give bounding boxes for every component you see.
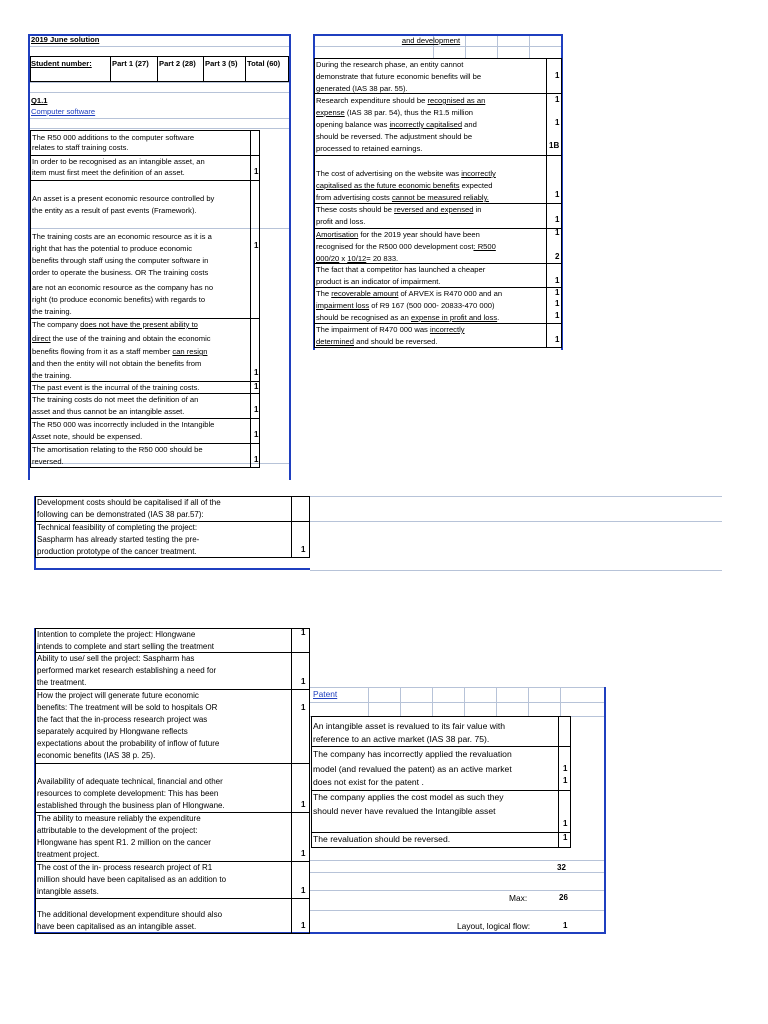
header-part-1: Part 1 (27) xyxy=(112,59,149,68)
b3-line-3: separately acquired by Hlongwane reflects xyxy=(37,727,188,736)
mark: 1 xyxy=(301,703,306,712)
p4-line-1: right that has the potential to produce economic xyxy=(32,244,192,253)
m2-line-0: Technical feasibility of completing the project: xyxy=(37,523,198,532)
r2-line-0: Research expenditure should be recognised as an xyxy=(316,96,486,105)
r7-line-0: The recoverable amount of ARVEX is R470 000 and an xyxy=(316,289,503,298)
r6-line-1: product is an indicator of impairment. xyxy=(316,277,441,286)
b3-line-5: economic benefits (IAS 38 p. 25). xyxy=(37,751,156,760)
b6-line-0: The cost of the in- process research project of R1 xyxy=(37,863,213,872)
r6-line-0: The fact that a competitor has launched a cheaper xyxy=(316,265,486,274)
mark: 1 xyxy=(555,276,560,285)
r5-line-1: recognised for the R500 000 development cost: R500 xyxy=(316,242,496,251)
mark: 1 xyxy=(301,921,306,930)
b4-line-2: established through the business plan of Hlongwane. xyxy=(37,801,225,810)
p9-line-1: reversed. xyxy=(32,457,64,466)
mark: 1 xyxy=(254,241,259,250)
total-marks: 32 xyxy=(557,863,566,872)
header-total: Total (60) xyxy=(247,59,281,68)
p4-line-3: order to operate the business. OR The training costs xyxy=(32,268,209,277)
r4-line-0: These costs should be reversed and expensed in xyxy=(316,205,482,214)
mark: 1 xyxy=(563,833,568,842)
b5-line-2: Hlongwane has spent R1. 2 million on the cancer xyxy=(37,838,211,847)
mark: 1 xyxy=(555,288,560,297)
p2-line-0: In order to be recognised as an intangible asset, an xyxy=(32,157,205,166)
mark: 1 xyxy=(301,800,306,809)
b3-line-0: How the project will generate future economic xyxy=(37,691,199,700)
mark: 1 xyxy=(555,118,560,127)
r3-line-0: The cost of advertising on the website was incorrectly xyxy=(316,169,496,178)
r1-line-2: generated (IAS 38 par. 55). xyxy=(316,84,408,93)
p6-line: The past event is the incurral of the training costs. xyxy=(32,383,200,392)
question-label: Q1.1 xyxy=(31,96,48,105)
pt-p2-line-1: model (and revalued the patent) as an active market xyxy=(313,764,512,774)
b2-line-0: Ability to use/ sell the project: Saspharm has xyxy=(37,654,195,663)
b7-line-0: The additional development expenditure should also xyxy=(37,910,223,919)
pt-p1-line-0: An intangible asset is revalued to its fair value with xyxy=(313,721,506,731)
b5-line-3: treatment project. xyxy=(37,850,100,859)
p3-line-1: the entity as a result of past events (Framework). xyxy=(32,206,197,215)
layout-label: Layout, logical flow: xyxy=(457,921,531,931)
r2-line-3: should be reversed. The adjustment should be xyxy=(316,132,473,141)
p8-line-1: Asset note, should be expensed. xyxy=(32,432,143,441)
m1-line-0: Development costs should be capitalised if all of the xyxy=(37,498,221,507)
r8-line-0: The impairment of R470 000 was incorrectly xyxy=(316,325,465,334)
doc-title: 2019 June solution xyxy=(31,35,100,44)
max-label: Max: xyxy=(509,893,528,903)
mark: 1 xyxy=(555,299,560,308)
r2-line-4: processed to retained earnings. xyxy=(316,144,423,153)
r1-line-1: demonstrate that future economic benefits will be xyxy=(316,72,482,81)
m1-line-1: following can be demonstrated (IAS 38 par.57): xyxy=(37,510,204,519)
r7-line-1: impairment loss of R9 167 (500 000- 20833-470 000) xyxy=(316,301,495,310)
header-part-2: Part 2 (28) xyxy=(159,59,196,68)
mark: 1 xyxy=(301,628,306,637)
b1-line-1: intends to complete and start selling the treatment xyxy=(37,642,214,651)
p4-line-0: The training costs are an economic resource as it is a xyxy=(32,232,212,241)
pt-p2-line-0: The company has incorrectly applied the revaluation xyxy=(313,749,512,759)
p4-line-5: right (to produce economic benefits) with regards to xyxy=(32,295,206,304)
mark: 1 xyxy=(254,430,259,439)
b3-line-1: benefits: The treatment will be sold to hospitals OR xyxy=(37,703,218,712)
p1-line-0: The R50 000 additions to the computer software xyxy=(32,133,195,142)
p2-line-1: item must first meet the definition of an asset. xyxy=(32,168,185,177)
mark: 1 xyxy=(254,382,259,391)
pt-p4-line: The revaluation should be reversed. xyxy=(313,834,451,844)
mark: 1 xyxy=(555,215,560,224)
b1-line-0: Intention to complete the project: Hlongwane xyxy=(37,630,196,639)
p4-line-2: benefits through staff using the computer software in xyxy=(32,256,209,265)
r4-line-1: profit and loss. xyxy=(316,217,366,226)
p3-line-0: An asset is a present economic resource controlled by xyxy=(32,194,215,203)
r3-line-1: capitalised as the future economic benefits expected xyxy=(316,181,493,190)
mark: 1 xyxy=(301,677,306,686)
layout-mark: 1 xyxy=(563,921,568,930)
mark: 1 xyxy=(555,95,560,104)
mark: 1B xyxy=(549,141,560,150)
mark: 1 xyxy=(301,849,306,858)
mark: 1 xyxy=(254,405,259,414)
research-heading: and development xyxy=(401,36,461,45)
p5-line-3: and then the entity will not obtain the benefits from xyxy=(32,359,202,368)
mark: 1 xyxy=(301,545,306,554)
b6-line-2: intangible assets. xyxy=(37,887,99,896)
p1-line-1: relates to staff training costs. xyxy=(32,143,129,152)
b6-line-1: million should have been capitalised as an addition to xyxy=(37,875,227,884)
max-marks: 26 xyxy=(559,893,568,902)
p5-line-1: direct the use of the training and obtain the economic xyxy=(32,334,211,343)
mark: 1 xyxy=(254,455,259,464)
p4-line-6: the training. xyxy=(32,307,72,316)
r2-line-1: expense (IAS 38 par. 54), thus the R1.5 million xyxy=(316,108,474,117)
b2-line-1: performed market research establishing a need for xyxy=(37,666,217,675)
header-part-3: Part 3 (5) xyxy=(205,59,238,68)
p4-line-4: are not an economic resource as the company has no xyxy=(32,283,214,292)
pt-p2-line-2: does not exist for the patent . xyxy=(313,777,424,787)
b5-line-1: attributable to the development of the project: xyxy=(37,826,198,835)
b7-line-1: have been capitalised as an intangible asset. xyxy=(37,922,197,931)
mark: 1 xyxy=(563,776,568,785)
b3-line-2: the fact that the in-process research project was xyxy=(37,715,208,724)
mark: 1 xyxy=(555,228,560,237)
p5-line-2: benefits flowing from it as a staff member can resign xyxy=(32,347,208,356)
r5-line-0: Amortisation for the 2019 year should have been xyxy=(316,230,480,239)
b2-line-2: the treatment. xyxy=(37,678,87,687)
mark: 1 xyxy=(254,167,259,176)
b4-line-0: Availability of adequate technical, financial and other xyxy=(37,777,223,786)
patent-title: Patent xyxy=(313,689,338,699)
p7-line-0: The training costs do not meet the definition of an xyxy=(32,395,199,404)
mark: 1 xyxy=(563,764,568,773)
m2-line-1: Saspharm has already started testing the pre- xyxy=(37,535,200,544)
b5-line-0: The ability to measure reliably the expenditure xyxy=(37,814,201,823)
p5-line-0: The company does not have the present ability to xyxy=(32,320,198,329)
mark: 1 xyxy=(555,335,560,344)
mark: 2 xyxy=(555,252,560,261)
mark: 1 xyxy=(555,190,560,199)
mark: 1 xyxy=(563,819,568,828)
p9-line-0: The amortisation relating to the R50 000 should be xyxy=(32,445,203,454)
r2-line-2: opening balance was incorrectly capitalised and xyxy=(316,120,477,129)
r7-line-2: should be recognised as an expense in profit and loss. xyxy=(316,313,500,322)
r3-line-2: from advertising costs cannot be measured reliably. xyxy=(316,193,489,202)
mark: 1 xyxy=(254,368,259,377)
topic-label: Computer software xyxy=(31,107,96,116)
mark: 1 xyxy=(555,71,560,80)
mark: 1 xyxy=(555,311,560,320)
mark: 1 xyxy=(301,886,306,895)
pt-p3-line-1: should never have revalued the Intangible asset xyxy=(313,806,496,816)
p5-line-4: the training. xyxy=(32,371,72,380)
r1-line-0: During the research phase, an entity cannot xyxy=(316,60,464,69)
p7-line-1: asset and thus cannot be an intangible asset. xyxy=(32,407,185,416)
pt-p1-line-1: reference to an active market (IAS 38 par. 75). xyxy=(313,734,490,744)
m2-line-2: production prototype of the cancer treatment. xyxy=(37,547,197,556)
r8-line-1: determined and should be reversed. xyxy=(316,337,438,346)
b3-line-4: expectations about the probability of inflow of future xyxy=(37,739,220,748)
p8-line-0: The R50 000 was incorrectly included in the Intangible xyxy=(32,420,215,429)
r5-line-2: 000/20 x 10/12= 20 833. xyxy=(316,254,399,263)
pt-p3-line-0: The company applies the cost model as such they xyxy=(313,792,504,802)
header-student-number: Student number: xyxy=(31,59,92,68)
b4-line-1: resources to complete development: This has been xyxy=(37,789,219,798)
